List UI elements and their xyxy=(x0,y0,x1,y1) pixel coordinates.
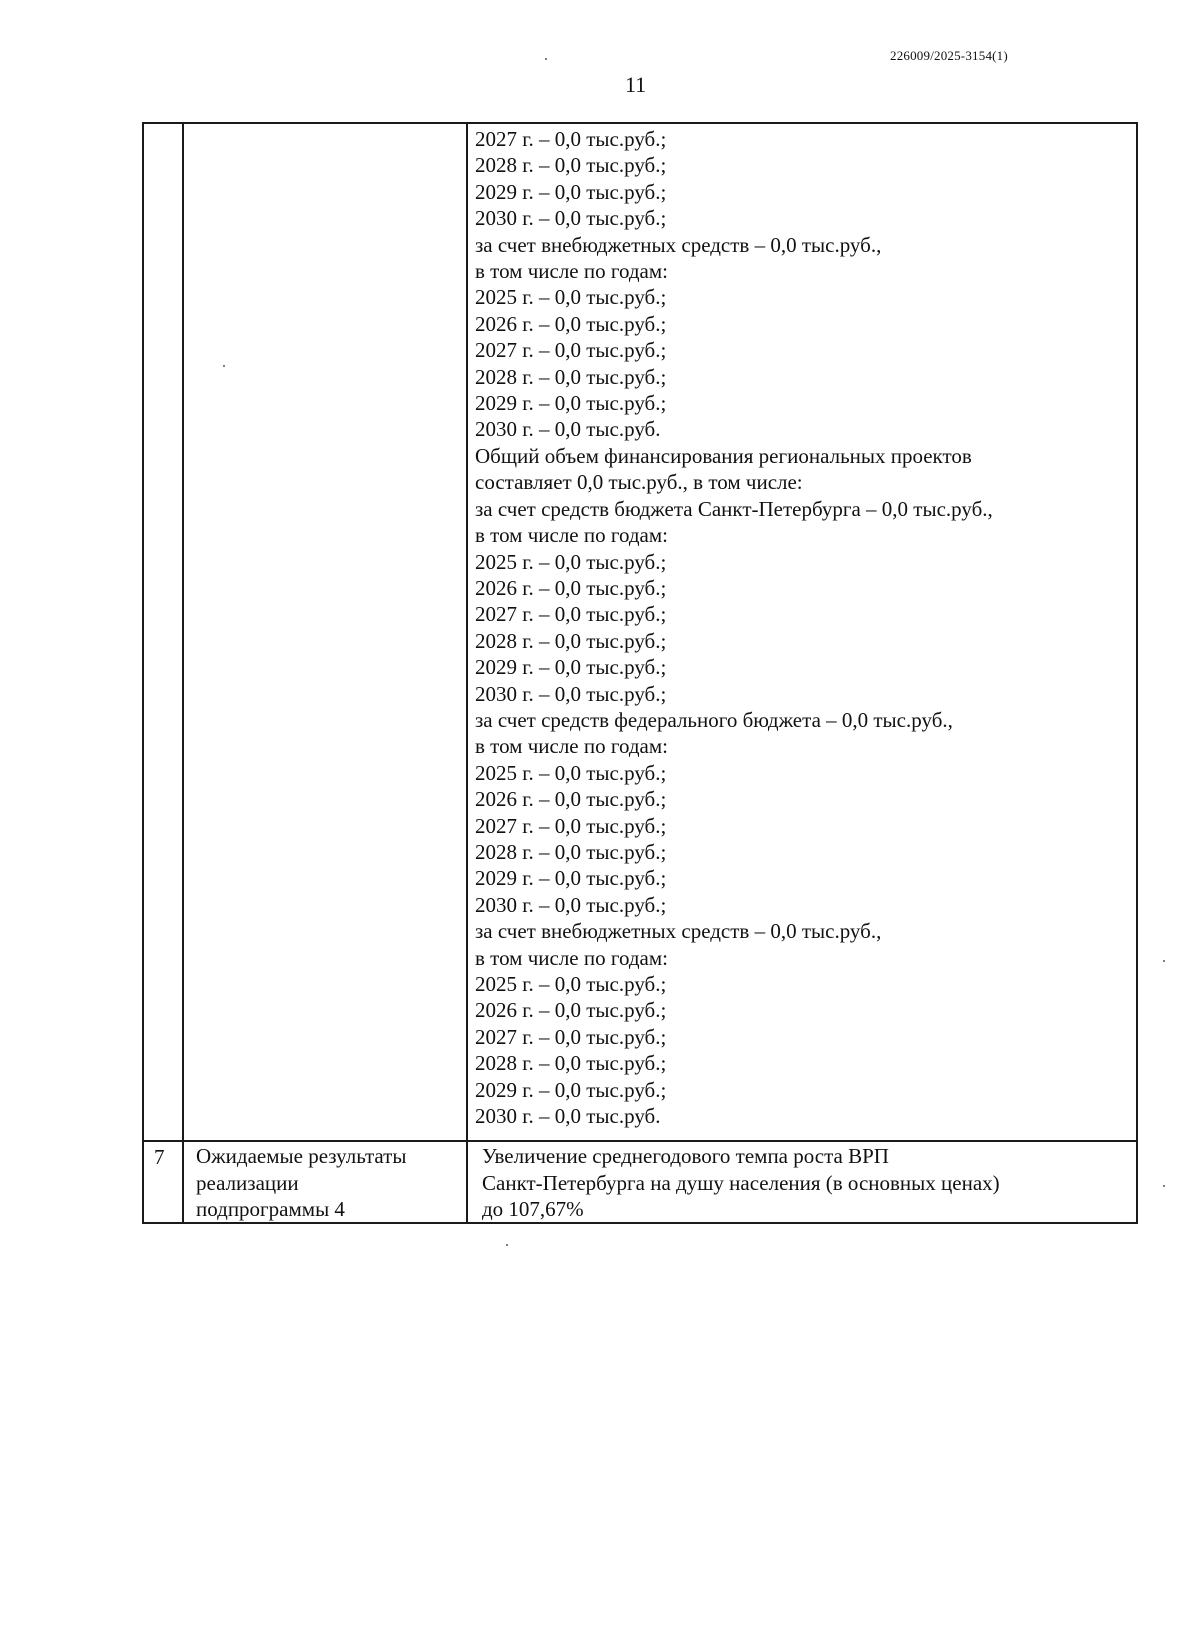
funding-line: 2030 г. – 0,0 тыс.руб.; xyxy=(475,206,667,231)
funding-line: 2029 г. – 0,0 тыс.руб.; xyxy=(475,866,667,891)
funding-line: в том числе по годам: xyxy=(475,734,668,759)
funding-line: 2029 г. – 0,0 тыс.руб.; xyxy=(475,391,667,416)
funding-line: 2026 г. – 0,0 тыс.руб.; xyxy=(475,787,667,812)
row-label: Ожидаемые результаты реализации подпрограммы 4 xyxy=(196,1144,407,1221)
funding-line: 2025 г. – 0,0 тыс.руб.; xyxy=(475,285,667,310)
table-right-border xyxy=(1136,122,1138,1224)
funding-line: за счет средств федерального бюджета – 0,0 тыс.руб., xyxy=(475,707,953,732)
scan-speck xyxy=(506,1244,508,1246)
funding-line: 2030 г. – 0,0 тыс.руб. xyxy=(475,1104,661,1129)
funding-line: 2030 г. – 0,0 тыс.руб.; xyxy=(475,892,667,917)
funding-line: за счет внебюджетных средств – 0,0 тыс.руб., xyxy=(475,232,882,257)
funding-line: 2028 г. – 0,0 тыс.руб.; xyxy=(475,628,667,653)
funding-line: составляет 0,0 тыс.руб., в том числе: xyxy=(475,470,803,495)
funding-line: 2027 г. – 0,0 тыс.руб.; xyxy=(475,1024,667,1049)
table-left-border xyxy=(142,122,144,1224)
funding-line: 2030 г. – 0,0 тыс.руб. xyxy=(475,417,661,442)
funding-line: 2029 г. – 0,0 тыс.руб.; xyxy=(475,1077,667,1102)
funding-line: 2025 г. – 0,0 тыс.руб.; xyxy=(475,972,667,996)
scan-speck xyxy=(223,365,225,367)
funding-line: 2027 г. – 0,0 тыс.руб.; xyxy=(475,813,667,838)
row-divider xyxy=(142,1140,1138,1142)
funding-line: 2027 г. – 0,0 тыс.руб.; xyxy=(475,602,667,627)
funding-line: за счет средств бюджета Санкт-Петербурга – 0,0 тыс.руб., xyxy=(475,496,993,521)
table-top-border xyxy=(142,122,1138,124)
funding-line: 2028 г. – 0,0 тыс.руб.; xyxy=(475,1051,667,1076)
funding-line: 2028 г. – 0,0 тыс.руб.; xyxy=(475,839,667,864)
funding-details-list xyxy=(475,126,993,1129)
column-divider-1 xyxy=(182,122,184,1224)
funding-line: 2027 г. – 0,0 тыс.руб.; xyxy=(475,338,667,363)
funding-line: 2027 г. – 0,0 тыс.руб.; xyxy=(475,127,667,151)
row-number: 7 xyxy=(154,1145,165,1169)
document-id: 226009/2025-3154(1) xyxy=(890,48,1008,63)
funding-line: в том числе по годам: xyxy=(475,259,668,284)
funding-line: 2025 г. – 0,0 тыс.руб.; xyxy=(475,760,667,785)
funding-line: 2025 г. – 0,0 тыс.руб.; xyxy=(475,549,667,574)
scan-speck xyxy=(1163,960,1165,962)
page-number: 11 xyxy=(625,72,647,97)
funding-line: 2026 г. – 0,0 тыс.руб.; xyxy=(475,575,667,600)
funding-line: 2028 г. – 0,0 тыс.руб.; xyxy=(475,153,667,178)
funding-line: 2029 г. – 0,0 тыс.руб.; xyxy=(475,179,667,204)
funding-line: Общий объем финансирования региональных проектов xyxy=(475,443,972,468)
funding-line: за счет внебюджетных средств – 0,0 тыс.руб., xyxy=(475,919,882,944)
row-value: Увеличение среднегодового темпа роста ВРП Санкт-Петербурга на душу населения (в основных ценах) до 107,67% xyxy=(482,1144,1000,1221)
funding-line: 2028 г. – 0,0 тыс.руб.; xyxy=(475,364,667,389)
scan-speck xyxy=(1163,1185,1165,1187)
funding-line: в том числе по годам: xyxy=(475,945,668,970)
funding-line: 2029 г. – 0,0 тыс.руб.; xyxy=(475,655,667,680)
funding-line: 2026 г. – 0,0 тыс.руб.; xyxy=(475,311,667,336)
funding-line: 2026 г. – 0,0 тыс.руб.; xyxy=(475,998,667,1023)
funding-line: 2030 г. – 0,0 тыс.руб.; xyxy=(475,681,667,706)
scan-speck xyxy=(545,58,547,60)
column-divider-2 xyxy=(466,122,468,1224)
funding-line: в том числе по годам: xyxy=(475,523,668,548)
